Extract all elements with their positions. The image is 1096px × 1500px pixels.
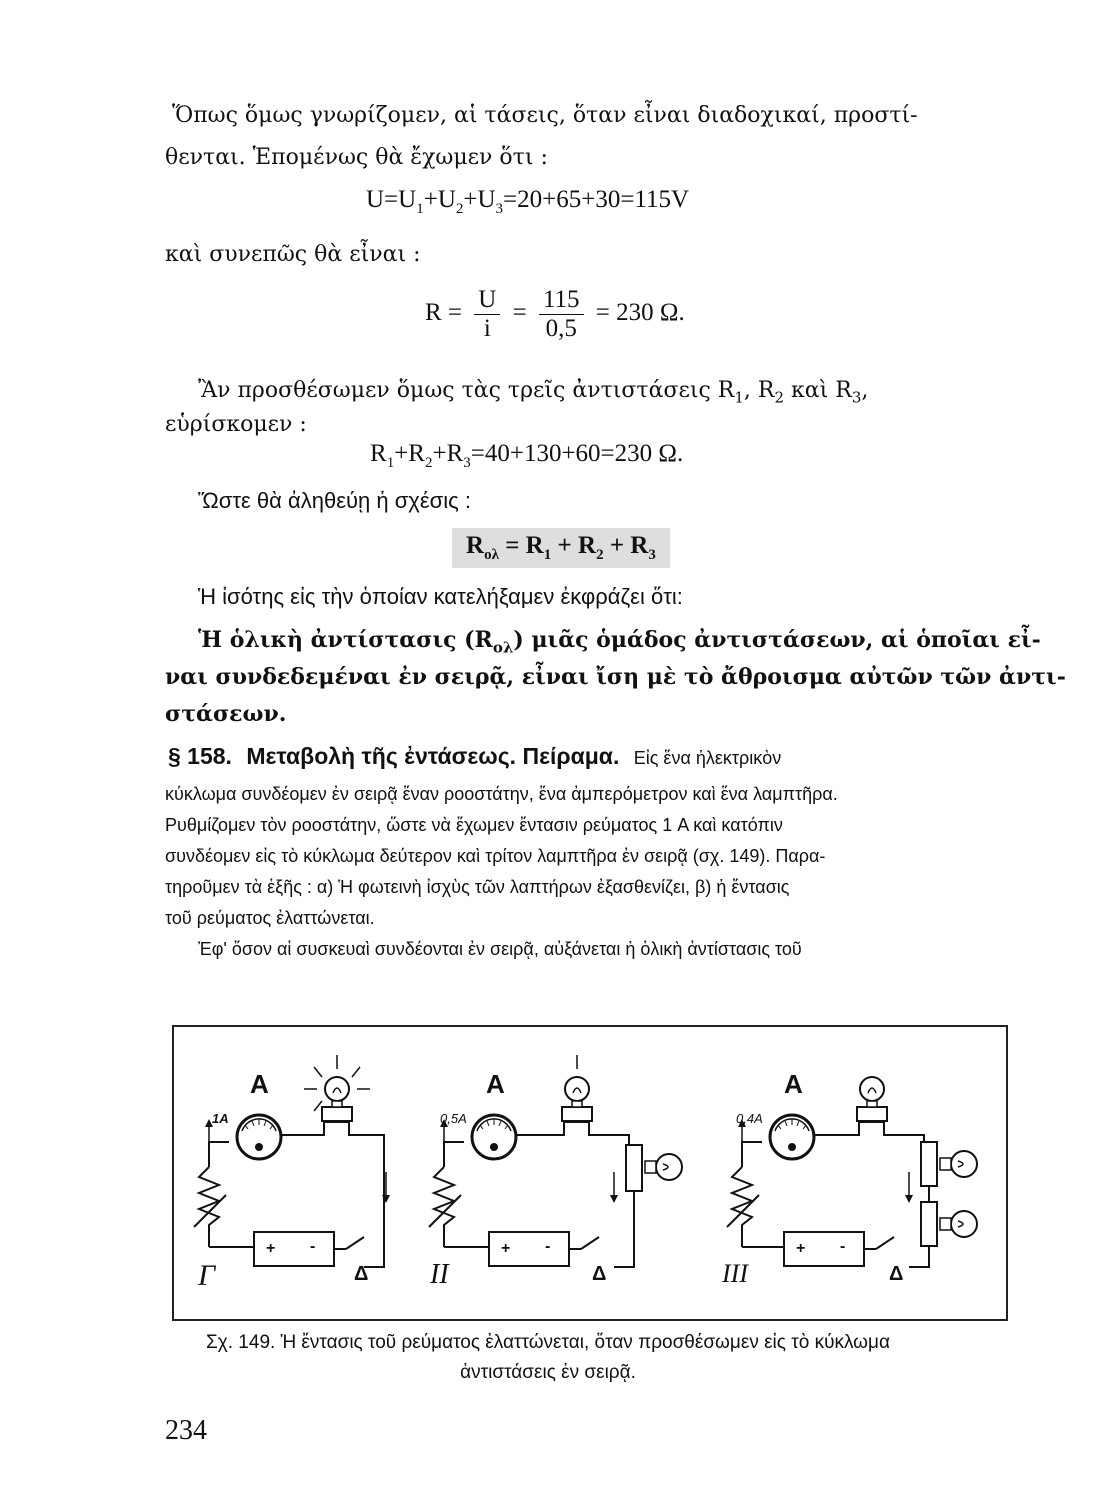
rule-line: στάσεων.: [165, 701, 287, 727]
section-number: § 158.: [168, 743, 232, 769]
current-label: 1A: [212, 1111, 229, 1126]
figure-caption: [0, 1328, 1096, 1388]
figure-circuits: [172, 1025, 1008, 1321]
circuit-panel-2: [429, 1055, 682, 1267]
section-text: τηροῦμεν τὰ ἑξῆς : α) Ἡ φωτεινὴ ἰσχὺς τῶν λαπτήρων ἐξασθενίζει, β) ἡ ἔντασις: [165, 877, 790, 897]
battery-plus: +: [501, 1240, 511, 1257]
connective-text: καὶ συνεπῶς θὰ εἶναι :: [165, 242, 421, 267]
paragraph-line: Ἡ ἰσότης εἰς τὴν ὁποίαν κατελήξαμεν ἐκφράζει ὅτι:: [198, 584, 683, 609]
section-heading-line: [168, 740, 781, 774]
switch-label: Δ: [592, 1263, 607, 1285]
current-label: 0,5A: [440, 1111, 467, 1126]
rule-line: Ἡ ὁλικὴ ἀντίστασις $(R_{o\lambda})$ μιᾶς ὁμάδος ἀντιστάσεων, αἱ ὁποῖαι εἶ-: [198, 627, 1041, 657]
equation-voltage-sum: $U=U_1+U_2+U_3=20+65+30=115V$: [366, 186, 690, 217]
equation-resistor-sum: $R_1+R_2+R_3=40+130+60=230$ Ω.: [370, 440, 684, 471]
paragraph-line: εὑρίσκομεν :: [165, 412, 307, 437]
ammeter-label: A: [486, 1069, 505, 1099]
caption-line: ἀντιστάσεις ἐν σειρᾷ.: [460, 1362, 636, 1383]
connective-text: Ὥστε θὰ ἀληθεύῃ ἡ σχέσις :: [198, 488, 471, 513]
rule-line: ναι συνδεδεμέναι ἐν σειρᾷ, εἶναι ἴση μὲ τὸ ἄθροισμα αὐτῶν τῶν ἀντι-: [165, 664, 1066, 690]
panel-roman-numeral: Γ: [198, 1259, 216, 1292]
section-text: Ἐφ' ὅσον αἱ συσκευαὶ συνδέονται ἐν σειρᾷ, αὐξάνεται ἡ ὁλικὴ ἀντίστασις τοῦ: [198, 939, 802, 959]
ammeter-label: A: [250, 1069, 269, 1099]
paragraph-line: θενται. Ἑπομένως θὰ ἔχωμεν ὅτι :: [165, 145, 548, 170]
battery-minus: -: [840, 1238, 846, 1255]
battery-minus: -: [310, 1238, 316, 1255]
paragraph-line: Ὅπως ὅμως γνωρίζομεν, αἱ τάσεις, ὅταν εἶναι διαδοχικαί, προστί-: [172, 103, 918, 128]
circuit-diagram: [174, 1027, 1006, 1319]
section-text: κύκλωμα συνδέομεν ἐν σειρᾷ ἕναν ροοστάτην, ἕνα ἀμπερόμετρον καὶ ἕνα λαμπτῆρα.: [165, 784, 838, 804]
ammeter-label: A: [784, 1069, 803, 1099]
section-text: συνδέομεν εἰς τὸ κύκλωμα δεύτερον καὶ τρίτον λαμπτῆρα ἐν σειρᾷ (σχ. 149). Παρα-: [165, 846, 826, 866]
battery-plus: +: [796, 1240, 806, 1257]
section-text: Ρυθμίζομεν τὸν ροοστάτην, ὥστε νὰ ἔχωμεν ἔντασιν ρεύματος 1 A καὶ κατόπιν: [165, 815, 783, 835]
paragraph-line: Ἂν προσθέσωμεν ὅμως τὰς τρεῖς ἀντιστάσεις $R_1$, $R_2$ καὶ $R_3$,: [198, 378, 869, 407]
circuit-panel-1: [194, 1055, 390, 1267]
page-number: 234: [165, 1415, 207, 1446]
section-text: τοῦ ρεύματος ἐλαττώνεται.: [165, 908, 375, 928]
boxed-equation: $R_{o\lambda} = R_1 + R_2 + R_3$: [452, 528, 670, 568]
caption-line: Σχ. 149. Ἡ ἔντασις τοῦ ρεύματος ἐλαττώνεται, ὅταν προσθέσωμεν εἰς τὸ κύκλωμα: [206, 1332, 890, 1353]
current-label: 0,4A: [736, 1111, 763, 1126]
panel-roman-numeral: II: [430, 1259, 449, 1290]
panel-roman-numeral: III: [722, 1259, 748, 1288]
battery-minus: -: [545, 1238, 551, 1255]
section-text: Εἰς ἕνα ἠλεκτρικὸν: [633, 748, 782, 768]
section-title: Μεταβολὴ τῆς ἐντάσεως. Πείραμα.: [246, 743, 620, 769]
battery-plus: +: [266, 1240, 276, 1257]
equation-resistance: R = $\frac{U}{i}$ = $\frac{115}{0,5}$ = 230 Ω.: [425, 286, 685, 342]
circuit-panel-3: [727, 1077, 977, 1267]
switch-label: Δ: [354, 1263, 369, 1285]
switch-label: Δ: [889, 1263, 904, 1285]
